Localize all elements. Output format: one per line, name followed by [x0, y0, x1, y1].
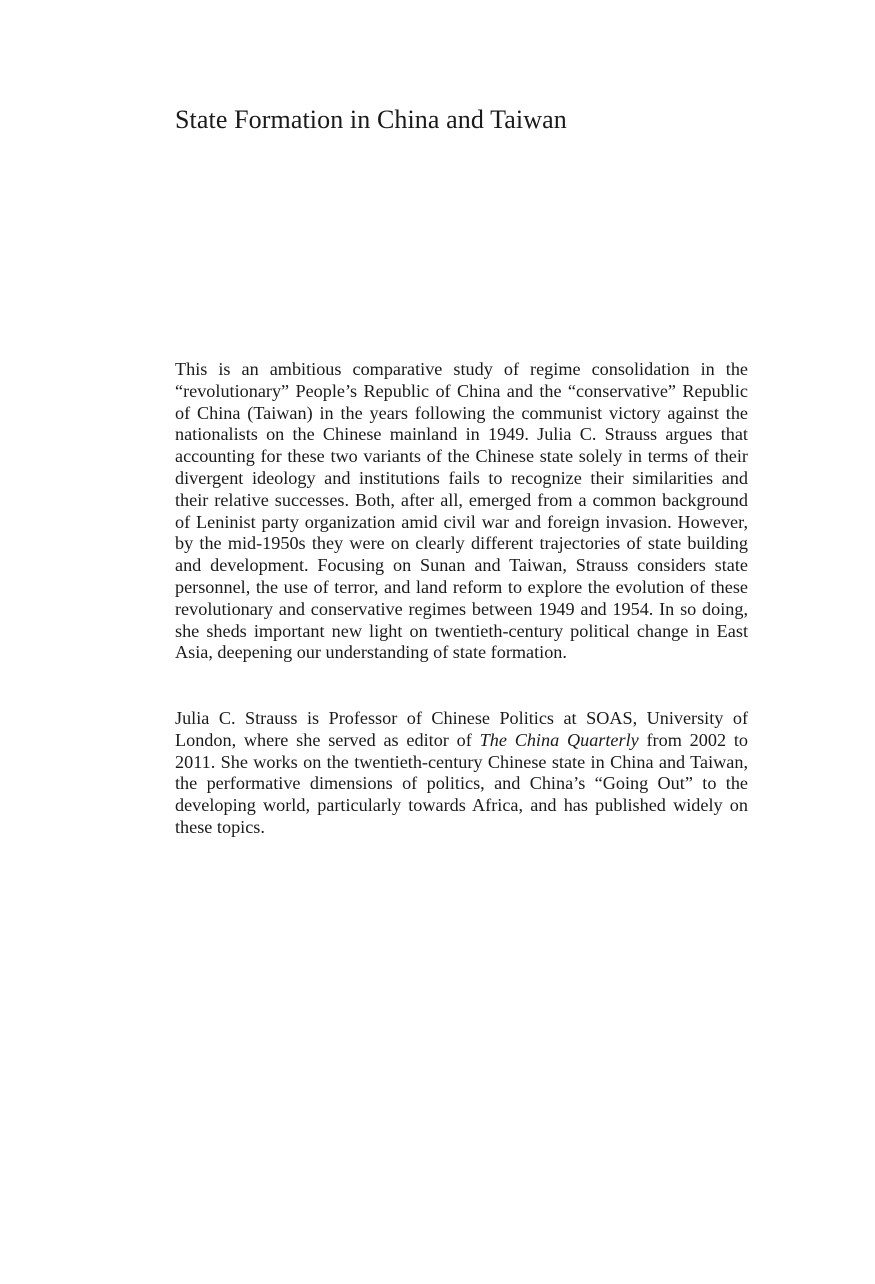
book-description: This is an ambitious comparative study of regime consolidation in the “revolutionary” People’s Republic of China and the “conservative” Republic of China (Taiwan) in the years following the communist victory against the nationalists on the Chinese mainland in 1949. Julia C. Strauss argues that accounting for these two variants of the Chinese state solely in terms of their divergent ideology and institutions fails to recognize their similarities and their relative successes. Both, after all, emerged from a common background of Leninist party organization amid civil war and foreign invasion. However, by the mid-1950s they were on clearly different trajectories of state building and development. Focusing on Sunan and Taiwan, Strauss considers state personnel, the use of terror, and land reform to explore the evolution of these revolutionary and conservative regimes between 1949 and 1954. In so doing, she sheds important new light on twentieth-century political change in East Asia, deepening our understanding of state formation.: [175, 359, 748, 663]
author-bio-text-start: Julia C. Strauss is Professor of Chinese Politics at SOAS, University of London, where she served as editor of: [175, 708, 748, 750]
journal-title: The China Quarterly: [479, 729, 639, 750]
book-title: State Formation in China and Taiwan: [175, 105, 567, 134]
author-bio-text-end: from 2002 to 2011. She works on the twentieth-century Chinese state in China and Taiwan, the performative dimensions of politics, and China’s “Going Out” to the developing world, particularly towards Africa, and has published widely on these topics.: [175, 729, 748, 837]
author-bio: [175, 708, 748, 839]
